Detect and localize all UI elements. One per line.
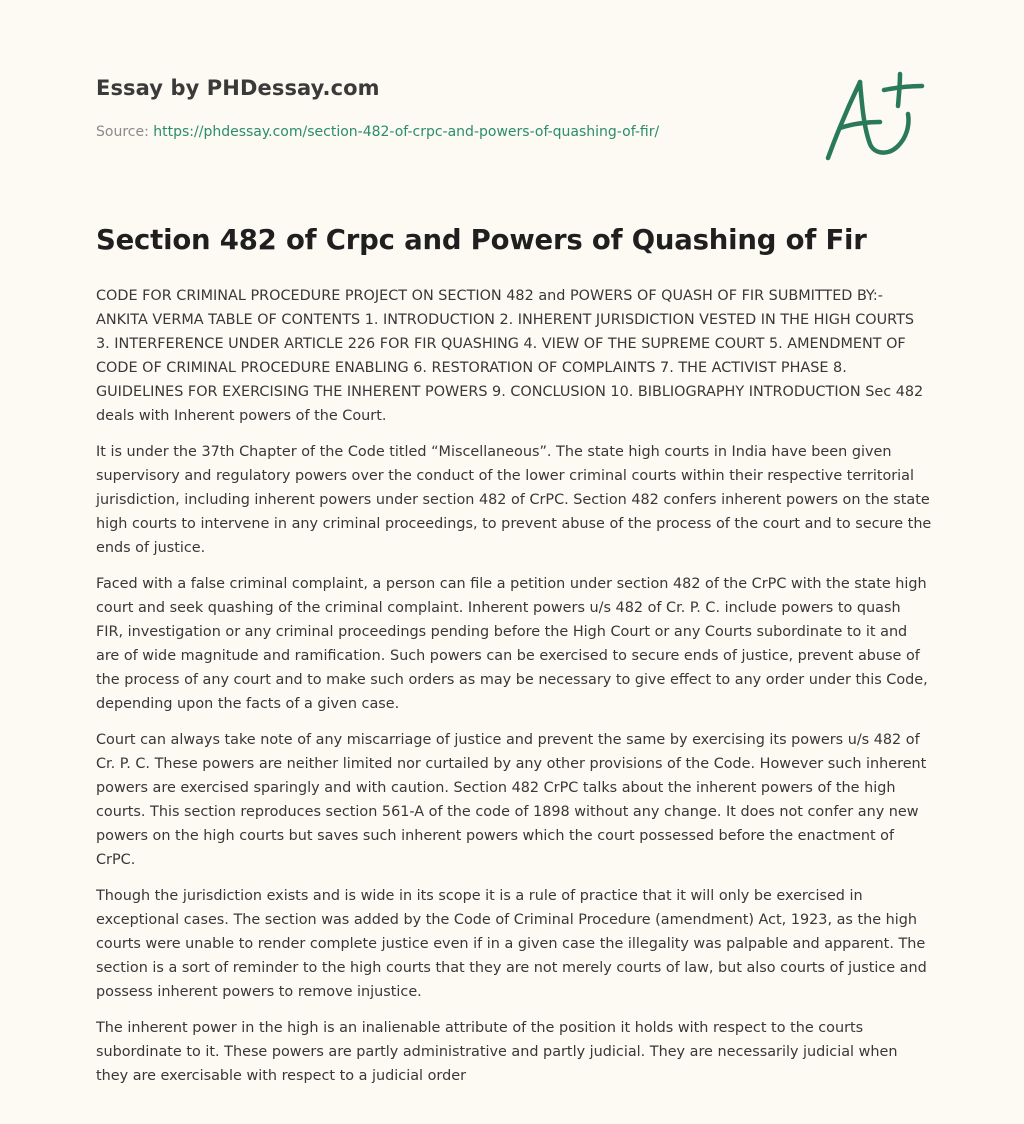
source-line — [96, 124, 659, 140]
essay-paragraph: It is under the 37th Chapter of the Code titled “Miscellaneous”. The state high courts in India have been given supervisory and regulatory powers over the conduct of the lower criminal courts within their respective territorial jurisdiction, including inherent powers under section 482 of CrPC. Section 482 confers inherent powers on the state high courts to intervene in any criminal proceedings, to prevent abuse of the process of the court and to secure the ends of justice. — [96, 444, 932, 556]
a-plus-logo-icon — [818, 66, 930, 166]
essay-paragraph: CODE FOR CRIMINAL PROCEDURE PROJECT ON SECTION 482 and POWERS OF QUASH OF FIR SUBMITTED BY:- ANKITA VERMA TABLE OF CONTENTS 1. INTRODUCTION 2. INHERENT JURISDICTION VESTED IN THE HIGH COURTS 3. INTERFERENCE UNDER ARTICLE 226 FOR FIR QUASHING 4. VIEW OF THE SUPREME COURT 5. AMENDMENT OF CODE OF CRIMINAL PROCEDURE ENABLING 6. RESTORATION OF COMPLAINTS 7. THE ACTIVIST PHASE 8. GUIDELINES FOR EXERCISING THE INHERENT POWERS 9. CONCLUSION 10. BIBLIOGRAPHY INTRODUCTION Sec 482 deals with Inherent powers of the Court. — [96, 288, 924, 424]
site-name: Essay by PHDessay.com — [96, 76, 380, 100]
essay-paragraph: Faced with a false criminal complaint, a person can file a petition under section 482 of the CrPC with the state high court and seek quashing of the criminal complaint. Inherent powers u/s 482 of Cr. P. C. include powers to quash FIR, investigation or any criminal proceedings pending before the High Court or any Courts subordinate to it and are of wide magnitude and ramification. Such powers can be exercised to secure ends of justice, prevent abuse of the process of any court and to make such orders as may be necessary to give effect to any order under this Code, depending upon the facts of a given case. — [96, 576, 928, 712]
essay-title: Section 482 of Crpc and Powers of Quashing of Fir — [96, 224, 867, 256]
essay-paragraph: Though the jurisdiction exists and is wide in its scope it is a rule of practice that it will only be exercised in exceptional cases. The section was added by the Code of Criminal Procedure (amendment) Act, 1923, as the high courts were unable to render complete justice even if in a given case the illegality was palpable and apparent. The section is a sort of reminder to the high courts that they are not merely courts of law, but also courts of justice and possess inherent powers to remove injustice. — [96, 888, 927, 1000]
source-link[interactable]: https://phdessay.com/section-482-of-crpc-and-powers-of-quashing-of-fir/ — [153, 124, 660, 140]
essay-paragraph: Court can always take note of any miscarriage of justice and prevent the same by exercising its powers u/s 482 of Cr. P. C. These powers are neither limited nor curtailed by any other provisions of the Code. However such inherent powers are exercised sparingly and with caution. Section 482 CrPC talks about the inherent powers of the high courts. This section reproduces section 561-A of the code of 1898 without any change. It does not confer any new powers on the high courts but saves such inherent powers which the court possessed before the enactment of CrPC. — [96, 732, 927, 868]
source-label: Source: — [96, 124, 149, 140]
essay-body — [96, 284, 932, 1100]
essay-paragraph: The inherent power in the high is an inalienable attribute of the position it holds with respect to the courts subordinate to it. These powers are partly administrative and partly judicial. They are necessarily judicial when they are exercisable with respect to a judicial order — [96, 1020, 898, 1084]
